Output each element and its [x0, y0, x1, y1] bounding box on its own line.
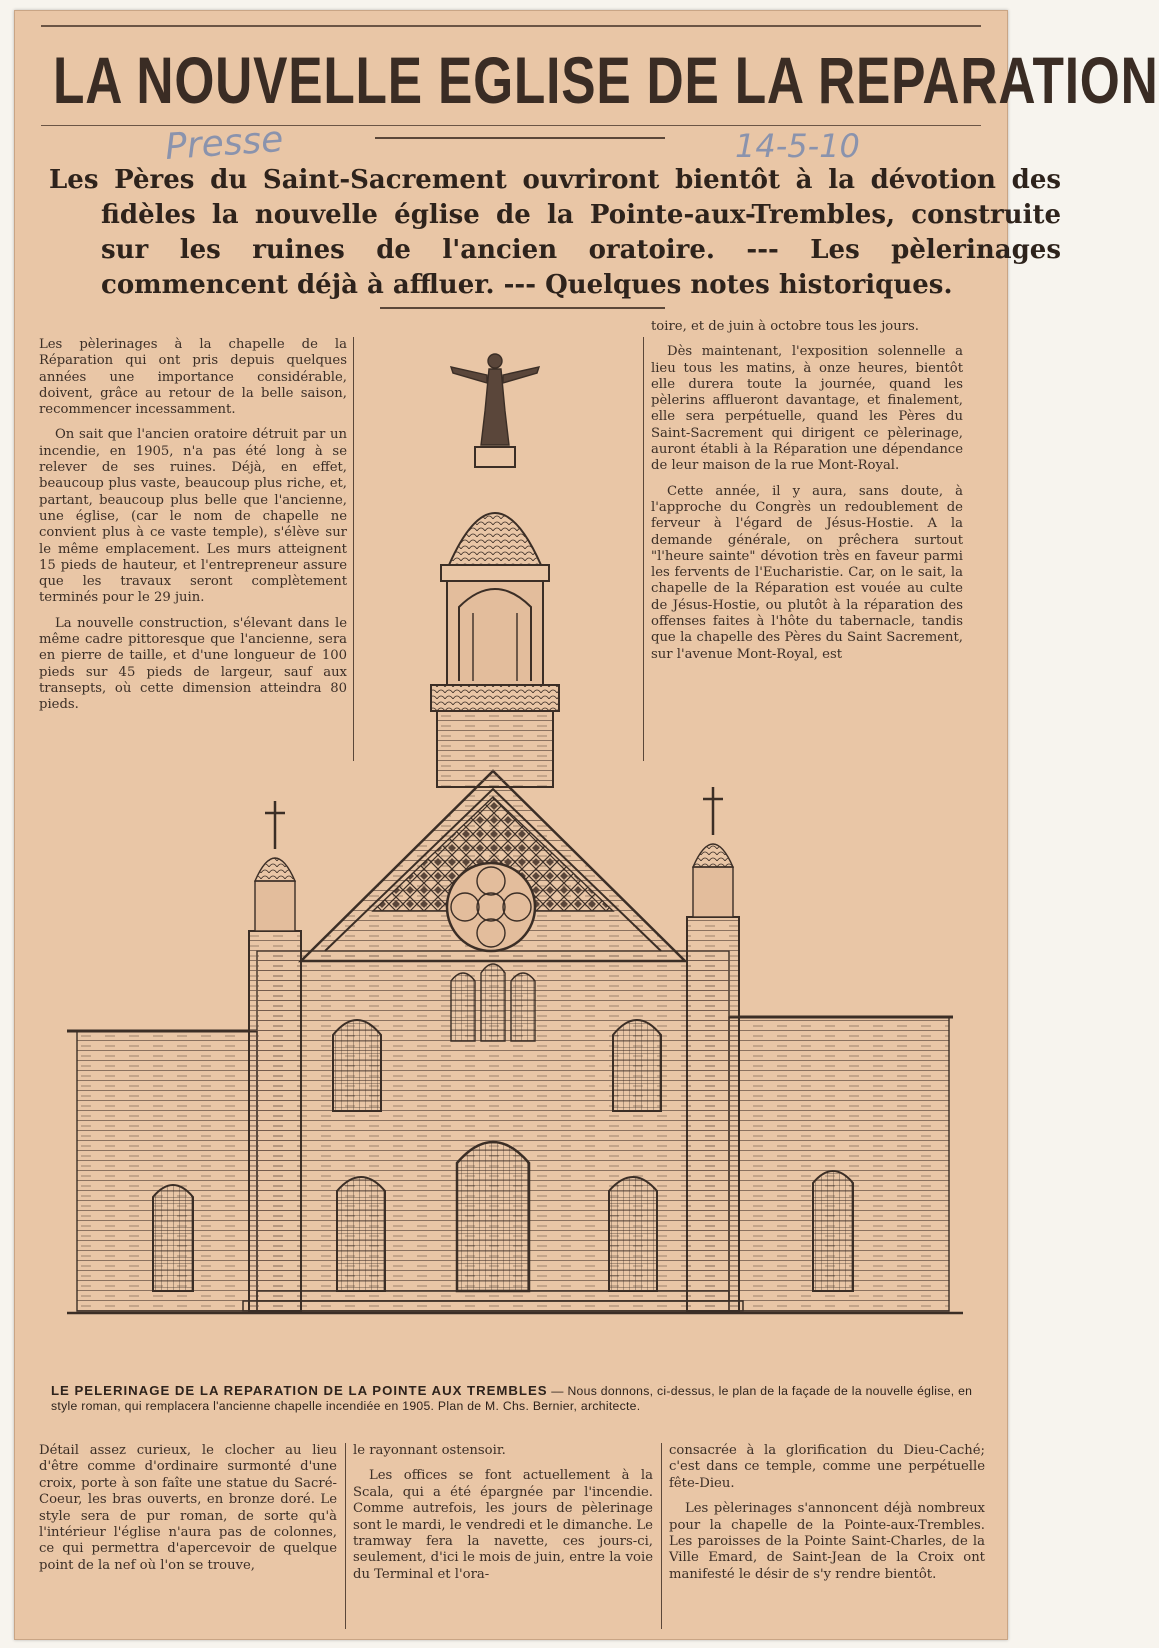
handwritten-source-note: Presse [163, 118, 285, 169]
paragraph: La nouvelle construction, s'élevant dans le même cadre pittoresque que l'ancienne, sera en pierre de taille, et d'une longueur de 100 pieds sur 45 pieds de largeur, sauf aux transepts, où cette dimension atteindra 80 pieds. [39, 615, 347, 713]
sacred-heart-statue [451, 354, 539, 445]
window-right-upper [613, 1020, 661, 1111]
column-bottom-right [669, 1443, 985, 1592]
paragraph: Les pèlerinages à la chapelle de la Réparation qui ont pris depuis quelques années une importance considérable, doivent, grâce au retour de la belle saison, recommencer incessamment. [39, 337, 347, 418]
paragraph: Les pèlerinages s'annoncent déjà nombreux pour la chapelle de la Pointe-aux-Trembles. Les paroisses de la Pointe Saint-Charles, de la Ville Emard, de Saint-Jean de la Croix ont manifesté le désir de s'y rendre bientôt. [669, 1501, 985, 1582]
caption-text: — Nous donnons, ci-dessus, le plan de la façade de la nouvelle église, en style roman, qui remplacera l'ancienne chapelle incendiée en 1905. Plan de M. Chs. Bernier, architecte. [51, 1384, 973, 1413]
column-divider [345, 1443, 346, 1629]
column-bottom-left [39, 1443, 337, 1583]
column-bottom-middle [353, 1443, 653, 1592]
subheadline: Les Pères du Saint-Sacrement ouvriront bientôt à la dévotion des fidèles la nouvelle église de la Pointe-aux-Trembles, construite sur les ruines de l'ancien oratoire. --- Les pèlerinages commencent déjà à affluer. --- Quelques notes historiques. [49, 165, 1061, 300]
rose-window [447, 863, 535, 951]
column-divider [661, 1443, 662, 1629]
main-door [457, 1142, 529, 1291]
left-tower [249, 931, 301, 1311]
paragraph: Dès maintenant, l'exposition solennelle a lieu tous les matins, à onze heures, bientôt elle durera toute la journée, quand les pèlerins afflueront davantage, et finalement, elle sera perpétuelle, quand les Pères du Saint-Sacrement qui dirigent ce pèlerinage, auront établi à la Réparation une dépendance de leur maison de la rue Mont-Royal. [651, 344, 963, 474]
dome [449, 513, 541, 565]
headline: LA NOUVELLE EGLISE DE LA REPARATION [53, 43, 1159, 117]
figure-caption [51, 1383, 1001, 1414]
subheadline-short-rule [380, 307, 665, 309]
window-left-upper [333, 1020, 381, 1111]
headline-short-rule [375, 137, 665, 139]
right-tower [687, 917, 739, 1311]
door-right [609, 1177, 657, 1291]
paragraph: consacrée à la glorification du Dieu-Caché; c'est dans ce temple, comme une perpétuelle fête-Dieu. [669, 1443, 985, 1491]
paragraph: Les offices se font actuellement à la Scala, qui a été épargnée par l'incendie. Comme autrefois, les jours de pèlerinage sont le mardi, le vendredi et le dimanche. Le tramway fera la navette, ces jours-ci, seulement, d'ici le mois de juin, entre la voie du Terminal et l'ora- [353, 1468, 653, 1582]
paragraph: On sait que l'ancien oratoire détruit par un incendie, en 1905, n'a pas été long à se relever de ses ruines. Déjà, en effet, beaucoup plus vaste, beaucoup plus riche, et, partant, beaucoup plus belle que l'ancienne, une église, (car le nom de chapelle ne convient plus à ce vaste temple), s'élève sur le même emplacement. Les murs atteignent 15 pieds de hauteur, et l'entrepreneur assure que les travaux seront complètement terminés pour le 29 juin. [39, 427, 347, 606]
paragraph: le rayonnant ostensoir. [353, 1443, 506, 1458]
belfry [447, 581, 543, 685]
window-far-left [153, 1185, 193, 1291]
paragraph: Détail assez curieux, le clocher au lieu d'être comme d'ordinaire surmonté d'une croix, porte à son faîte une statue du Sacré-Coeur, les bras ouverts, en bronze doré. Le style sera de pur roman, de sorte qu'à l'intérieur l'église n'aura pas de colonnes, ce qui permettra d'apercevoir de quelque point de la nef où l'on se trouve, [39, 1443, 337, 1573]
bell-tower-base [437, 711, 553, 787]
paragraph: Cette année, il y aura, sans doute, à l'approche du Congrès un redoublement de ferveur à l'égard de Jésus-Hostie. A la demande générale, on prêchera surtout "l'heure sainte" dévotion très en faveur parmi les fervents de l'Eucharistie. Car, on le sait, la chapelle de la Réparation est vouée au culte de Jésus-Hostie, ou plutôt à la réparation des offenses faites à l'hôte du tabernacle, tandis que la chapelle des Pères du Saint Sacrement, sur l'avenue Mont-Royal, est [651, 483, 963, 662]
door-left [337, 1177, 385, 1291]
church-facade-illustration [53, 351, 997, 1381]
caption-lead: LE PELERINAGE DE LA REPARATION DE LA POINTE AUX TREMBLES [51, 1383, 548, 1398]
top-frame-rule [41, 25, 981, 27]
newspaper-clipping [14, 10, 1159, 1640]
handwritten-date-note: 14-5-10 [735, 127, 860, 165]
paragraph: toire, et de juin à octobre tous les jours. [651, 319, 919, 334]
window-far-right [813, 1171, 853, 1291]
